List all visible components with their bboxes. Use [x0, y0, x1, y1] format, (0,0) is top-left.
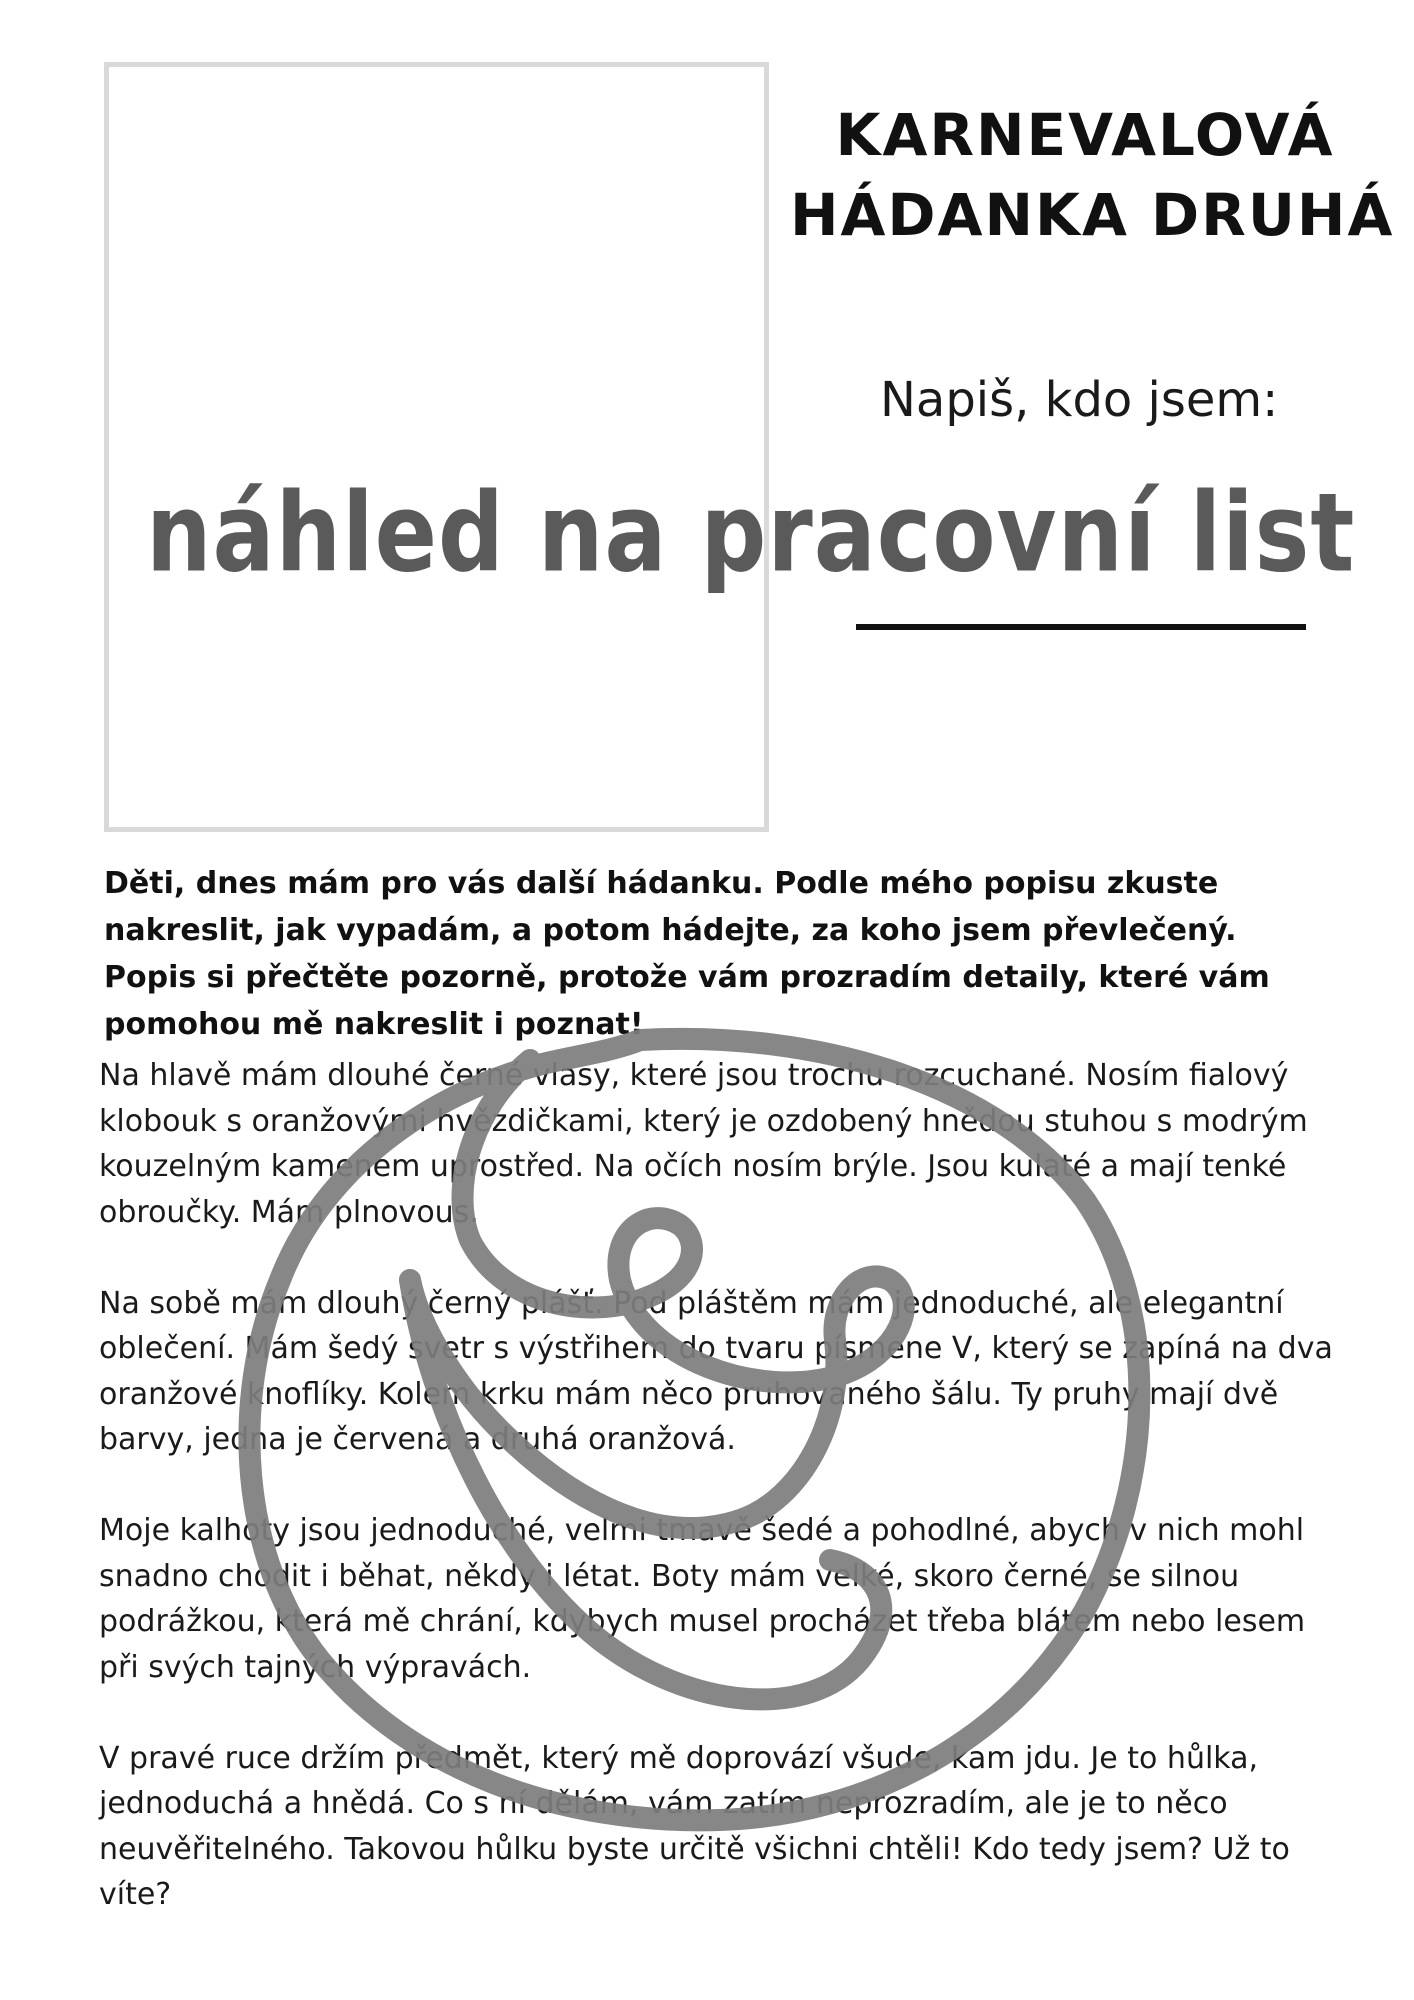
worksheet-title — [790, 95, 1395, 255]
paragraph-trousers-shoes: Moje kalhoty jsou jednoduché, velmi tmavě šedé a pohodlné, abych v nich mohl snadno chodit i běhat, někdy i létat. Boty mám velké, skoro černé, se silnou podrážkou, která mě chrání, kdybych musel procházet třeba blátem nebo lesem při svých tajných výpravách. — [99, 1513, 1306, 1685]
drawing-area[interactable] — [104, 62, 769, 832]
answer-prompt: Napiš, kdo jsem: — [880, 372, 1279, 428]
answer-line[interactable] — [856, 624, 1306, 630]
intro-paragraph: Děti, dnes mám pro vás další hádanku. Podle mého popisu zkuste nakreslit, jak vypadám, a potom hádejte, za koho jsem převlečený. Popis si přečtěte pozorně, protože vám prozradím detaily, které vám pomohou mě nakreslit i poznat! — [104, 866, 1270, 1042]
title-line-2: HÁDANKA DRUHÁ — [790, 181, 1395, 249]
paragraph-clothes: Na sobě mám dlouhý černý plášť. Pod pláštěm mám jednoduché, ale elegantní oblečení. Mám šedý svetr s výstřihem do tvaru písmene V, který se zapíná na dva oranžové knoflíky. Kolem krku mám něco pruhovaného šálu. Ty pruhy mají dvě barvy, jedna je červená a druhá oranžová. — [99, 1285, 1333, 1457]
paragraph-wand: V pravé ruce držím předmět, který mě doprovází všude, kam jdu. Je to hůlka, jednoduchá a hnědá. Co s ní dělám, vám zatím neprozradím, ale je to něco neuvěřitelného. Takovou hůlku byste určitě všichni chtěli! Kdo tedy jsem? Už to víte? — [99, 1740, 1290, 1912]
riddle-description — [99, 1053, 1339, 1963]
title-line-1: KARNEVALOVÁ — [835, 101, 1335, 169]
preview-watermark-text: náhled na pracovní list — [146, 470, 1356, 597]
paragraph-head: Na hlavě mám dlouhé černé vlasy, které jsou trochu rozcuchané. Nosím fialový klobouk s oranžovými hvězdičkami, který je ozdobený hnědou stuhou s modrým kouzelným kamenem uprostřed. Na očích nosím brýle. Jsou kulaté a mají tenké obroučky. Mám plnovous. — [99, 1058, 1308, 1230]
